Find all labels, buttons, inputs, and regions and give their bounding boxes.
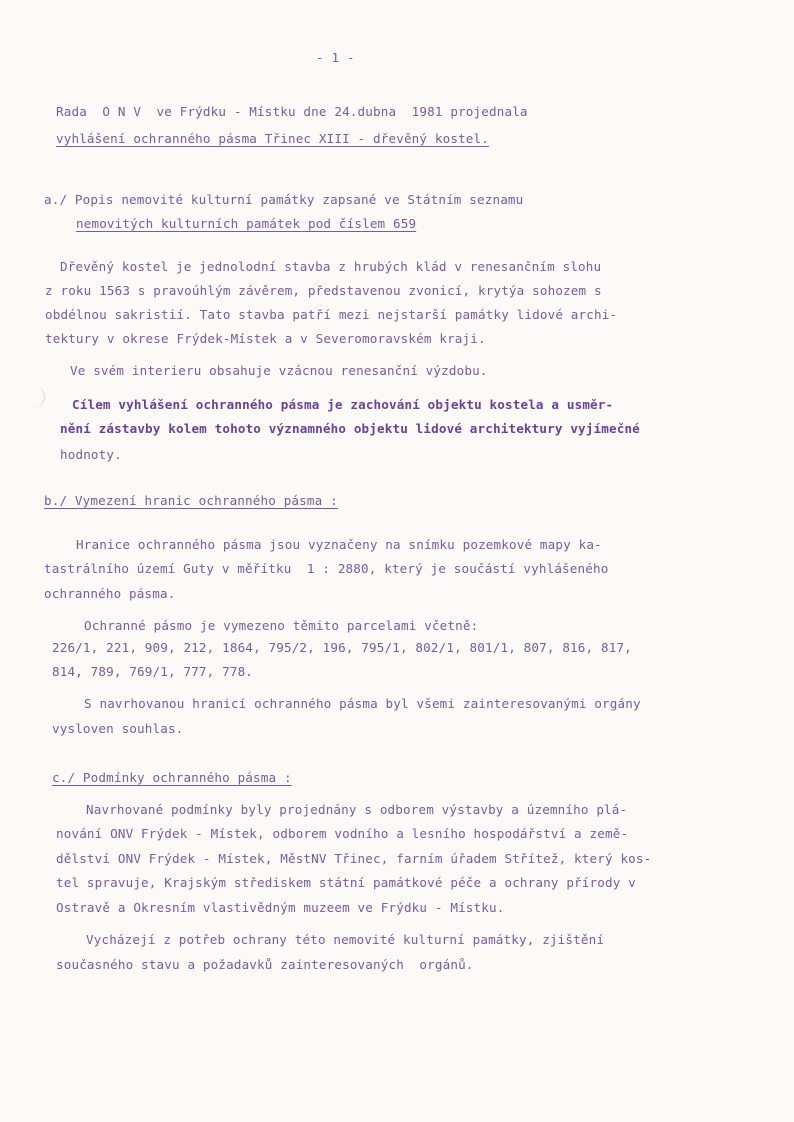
section-b-title: b./ Vymezení hranic ochranného pásma : <box>44 493 338 508</box>
section-a-p3-line-2: nění zástavby kolem tohoto významného objektu lidové architektury vyjímečné <box>60 421 640 436</box>
section-c-title: c./ Podmínky ochranného pásma : <box>52 770 292 785</box>
heading-line-1: Rada O N V ve Frýdku - Místku dne 24.dubna 1981 projednala <box>56 104 528 119</box>
section-a-p1-line-4: tektury v okrese Frýdek-Místek a v Severomoravském kraji. <box>45 331 486 346</box>
heading-line-2: vyhlášení ochranného pásma Třinec XIII - dřevěný kostel. <box>56 131 489 146</box>
section-a-title-cont: nemovitých kulturních památek pod číslem 659 <box>76 216 417 231</box>
section-b-p2-line-1: Ochranné pásmo je vymezeno těmito parcelami včetně: <box>84 618 479 633</box>
punch-hole <box>28 386 45 408</box>
section-a-p3-line-1: Cílem vyhlášení ochranného pásma je zachování objektu kostela a usměr- <box>72 397 614 412</box>
section-b-p1-line-3: ochranného pásma. <box>44 586 176 601</box>
section-b-p2-line-2: 226/1, 221, 909, 212, 1864, 795/2, 196, 795/1, 802/1, 801/1, 807, 816, 817, <box>52 640 632 655</box>
section-b-p3-line-2: vysloven souhlas. <box>52 721 184 736</box>
section-c-p1-line-1: Navrhované podmínky byly projednány s odborem výstavby a územního plá- <box>86 802 628 817</box>
section-a-p2: Ve svém interieru obsahuje vzácnou renesanční výzdobu. <box>70 363 488 378</box>
section-b-p3-line-1: S navrhovanou hranicí ochranného pásma byl všemi zainteresovanými orgány <box>84 696 641 711</box>
section-c-p1-line-4: tel spravuje, Krajským střediskem státní památkové péče a ochrany přírody v <box>56 875 636 890</box>
section-a-p1-line-2: z roku 1563 s pravoúhlým závěrem, představenou zvonicí, krytýa sohozem s <box>45 283 602 298</box>
section-c-p2-line-1: Vycházejí z potřeb ochrany této nemovité kulturní památky, zjištění <box>86 932 605 947</box>
page-number: - 1 - <box>316 50 355 65</box>
section-c-p1-line-2: nování ONV Frýdek - Místek, odborem vodního a lesního hospodářství a země- <box>56 826 629 841</box>
section-b-p1-line-1: Hranice ochranného pásma jsou vyznačeny na snímku pozemkové mapy ka- <box>76 537 602 552</box>
section-a-p3-line-3: hodnoty. <box>60 447 122 462</box>
section-a-p1-line-1: Dřevěný kostel je jednolodní stavba z hrubých klád v renesančním slohu <box>60 259 602 274</box>
section-c-p1-line-3: dělství ONV Frýdek - Místek, MěstNV Třinec, farním úřadem Střítež, který kos- <box>56 851 652 866</box>
section-c-p1-line-5: Ostravě a Okresním vlastivědným muzeem ve Frýdku - Místku. <box>56 900 505 915</box>
section-a-p1-line-3: obdélnou sakristií. Tato stavba patří mezi nejstarší památky lidové archi- <box>45 307 618 322</box>
section-b-p1-line-2: tastrálního území Guty v měřítku 1 : 2880, který je součástí vyhlášeného <box>44 561 609 576</box>
section-a-title: a./ Popis nemovité kulturní památky zapsané ve Státním seznamu <box>44 192 524 207</box>
section-b-p2-line-3: 814, 789, 769/1, 777, 778. <box>52 664 254 679</box>
section-c-p2-line-2: současného stavu a požadavků zainteresovaných orgánů. <box>56 957 474 972</box>
